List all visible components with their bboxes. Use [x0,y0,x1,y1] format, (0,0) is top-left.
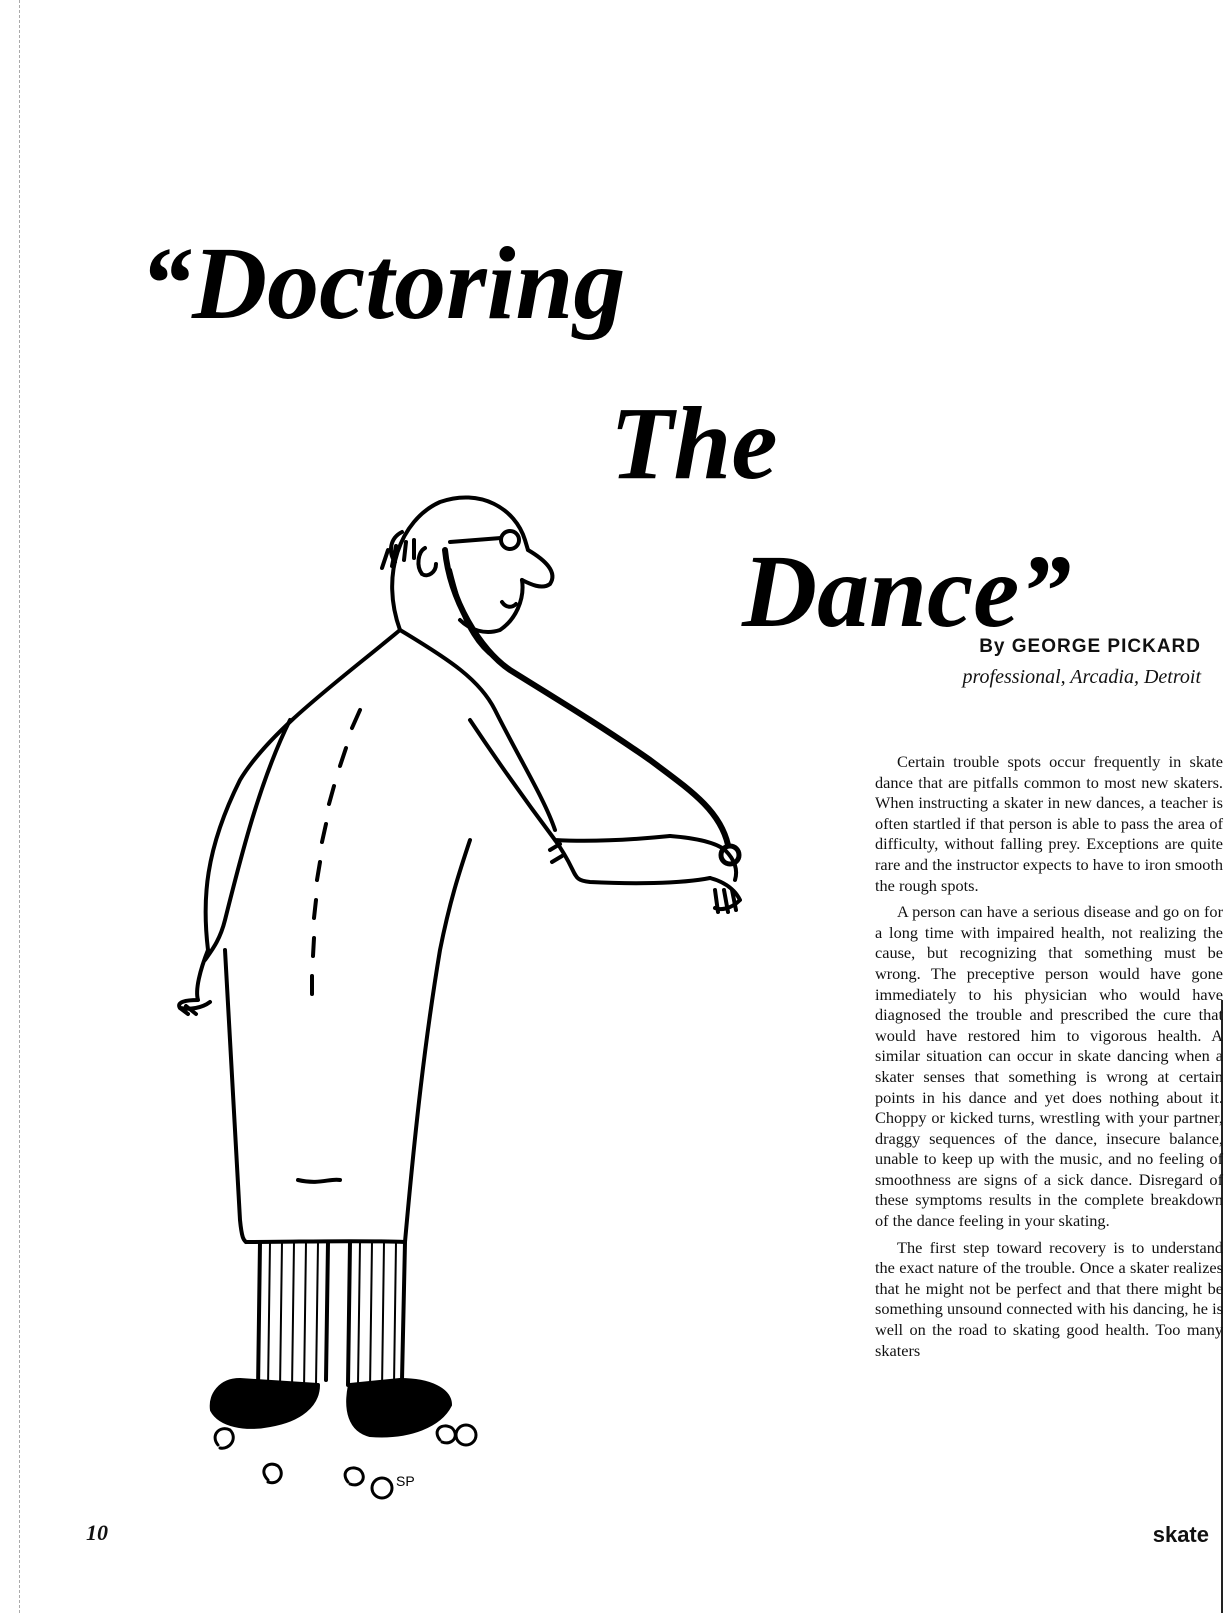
magazine-name: skate [1152,1522,1209,1547]
title-line-2: The [610,386,778,501]
binding-edge [19,0,20,1613]
paragraph-2: A person can have a serious disease and go on for a long time with impaired health, not realizing the cause, but recognizing that something must be wrong. The preceptive person would have gone immediately to his physician who would have diagnosed the trouble and prescribed the cure that would have restored him to vigorous health. A similar situation can occur in skate dancing when a skater senses that something is wrong at certain points in his dance and yet does nothing about it. Choppy or kicked turns, wrestling with your partner, draggy sequences of the dance, insecure balance, unable to keep up with the music, and no feeling of smoothness are signs of a sick dance. Disregard of these symptoms results in the complete breakdown of the dance feeling in your skating. [875,902,1223,1231]
title-line-1: “Doctoring [140,226,626,341]
author-affiliation: professional, Arcadia, Detroit [962,666,1201,688]
title-line-3: Dance” [742,534,1072,649]
doctor-stethoscope-illustration-icon [150,480,770,1540]
article-body [875,752,1223,1367]
byline: By GEORGE PICKARD [979,636,1201,657]
paragraph-3: The first step toward recovery is to understand the exact nature of the trouble. Once a skater realizes that he might not be perfect and that there might be something unsound connected with his dancing, he is well on the road to skating good health. Too many skaters [875,1237,1223,1360]
page-number: 10 [86,1520,108,1545]
paragraph-1: Certain trouble spots occur frequently in skate dance that are pitfalls common to most new skaters. When instructing a skater in new dances, a teacher is often startled if that person is able to pass the area of difficulty, without falling prey. Exceptions are quite rare and the instructor expects to have to iron smooth the rough spots. [875,752,1223,895]
artist-signature: SP [396,1473,415,1489]
